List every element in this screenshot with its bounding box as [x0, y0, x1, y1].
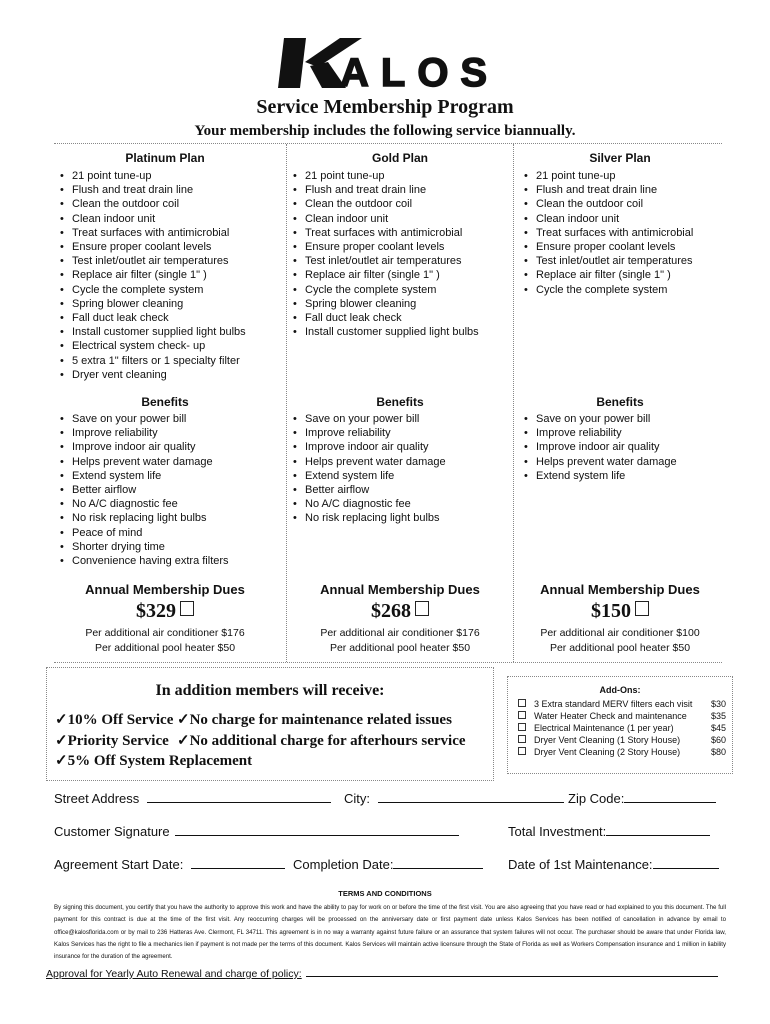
add-ons-box	[507, 676, 733, 774]
list-item: • Clean the outdoor coil	[60, 197, 246, 211]
list-item: • Ensure proper coolant levels	[524, 240, 693, 254]
list-item: • Improve indoor air quality	[293, 440, 446, 454]
page-title: Service Membership Program	[256, 96, 514, 118]
add-on-row[interactable]: Dryer Vent Cleaning (2 Story House) $80	[518, 747, 726, 757]
list-item: • Improve indoor air quality	[524, 440, 677, 454]
perk-item: ✓5% Off System Replacement	[55, 753, 253, 769]
dues-label: Annual Membership Dues	[85, 582, 245, 597]
list-item: • Treat surfaces with antimicrobial	[60, 226, 246, 240]
page-subtitle: Your membership includes the following service biannually.	[194, 123, 576, 139]
list-item: • Save on your power bill	[293, 412, 446, 426]
feature-list	[524, 169, 693, 297]
price	[287, 600, 513, 623]
auto-renewal-approval-field[interactable]: Approval for Yearly Auto Renewal and charge of policy:	[46, 965, 718, 980]
agreement-start-field[interactable]: Agreement Start Date:	[54, 857, 285, 872]
terms-title: TERMS AND CONDITIONS	[338, 889, 432, 898]
list-item: • Spring blower cleaning	[293, 297, 479, 311]
extra-pricing	[287, 626, 513, 656]
list-item: • Better airflow	[60, 483, 229, 497]
benefits-list	[524, 412, 677, 483]
list-item: • Improve reliability	[60, 426, 229, 440]
extra-pricing	[518, 626, 722, 656]
completion-date-line[interactable]	[393, 857, 483, 869]
price	[518, 600, 722, 623]
total-investment-line[interactable]	[606, 824, 710, 836]
first-maintenance-line[interactable]	[653, 857, 719, 869]
benefits-list	[293, 412, 446, 526]
feature-list	[60, 169, 246, 382]
list-item: • Flush and treat drain line	[524, 183, 693, 197]
feature-list	[293, 169, 479, 339]
list-item: • 21 point tune-up	[524, 169, 693, 183]
list-item: • Fall duct leak check	[293, 311, 479, 325]
list-item: • Electrical system check- up	[60, 339, 246, 353]
street-address-field[interactable]: Street Address	[54, 791, 331, 806]
list-item: • Improve reliability	[293, 426, 446, 440]
add-on-row[interactable]: Dryer Vent Cleaning (1 Story House) $60	[518, 735, 726, 745]
list-item: • Test inlet/outlet air temperatures	[524, 254, 693, 268]
list-item: • Test inlet/outlet air temperatures	[60, 254, 246, 268]
logo-wordmark: ALOS	[340, 51, 500, 94]
check-icon: ✓	[177, 733, 190, 749]
perk-item: ✓No additional charge for afterhours service	[177, 733, 466, 749]
list-item: • Ensure proper coolant levels	[60, 240, 246, 254]
benefits-heading: Benefits	[596, 395, 644, 409]
list-item: • Clean indoor unit	[293, 212, 479, 226]
price-value: $268	[371, 600, 411, 622]
list-item: • Test inlet/outlet air temperatures	[293, 254, 479, 268]
zip-code-field[interactable]: Zip Code:	[568, 791, 716, 806]
list-item: • Replace air filter (single 1" )	[60, 268, 246, 282]
benefits-heading: Benefits	[141, 395, 189, 409]
list-item: • 21 point tune-up	[60, 169, 246, 183]
list-item: • Improve reliability	[524, 426, 677, 440]
plan-name: Gold Plan	[371, 151, 428, 165]
extra-pricing	[54, 626, 276, 656]
list-item: • Spring blower cleaning	[60, 297, 246, 311]
zip-code-line[interactable]	[624, 791, 716, 803]
extra-ac-price: Per additional air conditioner $176	[85, 627, 245, 639]
dues-label: Annual Membership Dues	[320, 582, 480, 597]
list-item: • No A/C diagnostic fee	[293, 497, 446, 511]
list-item: • Clean indoor unit	[60, 212, 246, 226]
list-item: • Helps prevent water damage	[293, 455, 446, 469]
completion-date-field[interactable]: Completion Date:	[293, 857, 483, 872]
list-item: • Ensure proper coolant levels	[293, 240, 479, 254]
plan-column-platinum	[54, 144, 276, 662]
select-checkbox[interactable]	[415, 601, 429, 616]
customer-signature-line[interactable]	[175, 824, 459, 836]
extra-pool-price: Per additional pool heater $50	[329, 642, 471, 654]
add-on-checkbox[interactable]	[518, 711, 526, 719]
list-item: • Extend system life	[293, 469, 446, 483]
add-on-checkbox[interactable]	[518, 723, 526, 731]
list-item: • Extend system life	[60, 469, 229, 483]
add-ons-title: Add-Ons:	[599, 685, 641, 695]
extra-ac-price: Per additional air conditioner $100	[540, 627, 700, 639]
list-item: • Save on your power bill	[60, 412, 229, 426]
dues-label: Annual Membership Dues	[540, 582, 700, 597]
perk-item: ✓Priority Service	[55, 733, 169, 749]
add-on-checkbox[interactable]	[518, 747, 526, 755]
list-item: • Save on your power bill	[524, 412, 677, 426]
member-perks-box	[46, 667, 494, 781]
perks-title: In addition members will receive:	[155, 682, 385, 699]
list-item: • No A/C diagnostic fee	[60, 497, 229, 511]
plan-column-gold	[286, 144, 514, 662]
check-icon: ✓	[177, 712, 190, 728]
list-item: • 5 extra 1" filters or 1 specialty filter	[60, 354, 246, 368]
city-line[interactable]	[378, 791, 564, 803]
list-item: • Cycle the complete system	[60, 283, 246, 297]
extra-pool-price: Per additional pool heater $50	[94, 642, 236, 654]
list-item: • Replace air filter (single 1" )	[524, 268, 693, 282]
add-on-row[interactable]: Electrical Maintenance (1 per year) $45	[518, 723, 726, 733]
list-item: • Better airflow	[293, 483, 446, 497]
list-item: • Treat surfaces with antimicrobial	[524, 226, 693, 240]
list-item: • Install customer supplied light bulbs	[293, 325, 479, 339]
list-item: • Helps prevent water damage	[60, 455, 229, 469]
plan-column-silver	[518, 144, 722, 662]
list-item: • Clean indoor unit	[524, 212, 693, 226]
total-investment-field[interactable]: Total Investment:	[508, 824, 710, 839]
select-checkbox[interactable]	[180, 601, 194, 616]
check-icon: ✓	[55, 753, 68, 769]
benefits-list	[60, 412, 229, 568]
plan-name: Silver Plan	[589, 151, 651, 165]
plans-table	[54, 143, 722, 663]
plan-name: Platinum Plan	[125, 151, 205, 165]
list-item: • Cycle the complete system	[293, 283, 479, 297]
list-item: • Extend system life	[524, 469, 677, 483]
list-item: • Install customer supplied light bulbs	[60, 325, 246, 339]
perk-item: ✓No charge for maintenance related issues	[177, 712, 452, 728]
add-on-row[interactable]: Water Heater Check and maintenance $35	[518, 711, 726, 721]
list-item: • 21 point tune-up	[293, 169, 479, 183]
list-item: • Cycle the complete system	[524, 283, 693, 297]
price	[54, 600, 276, 623]
list-item: • Clean the outdoor coil	[524, 197, 693, 211]
check-icon: ✓	[55, 733, 68, 749]
terms-body: By signing this document, you certify that you have the authority to approve this work and have the ability to pay for work on or before the time of the first visit. You are also agreeing that you have read or had explained to you this document. The full payment for this contract is due at the time of the first visit. Any reoccurring charges will be processed on the anniversary date or first payment date unless Kalos Services has been notified of cancellation in advance by email to office@kalosflorida.com or by mail to 236 Hatteras Ave. Clermont, FL 34711. This agreement is in no way a warranty against future failure or an assurance that system failures will not occur. The purchaser should be aware that under Florida law, Kalos Services has the right to file a mechanics lien if payment is not made per the terms of this document. Kalos Services will maintain active licensure through the State of Florida as well as Workers Compensation insurance and 1 million in liability insurance for the duration of the agreement.	[54, 904, 726, 961]
price-value: $329	[136, 600, 176, 622]
auto-renewal-approval-line[interactable]	[306, 965, 718, 977]
first-maintenance-field[interactable]: Date of 1st Maintenance:	[508, 857, 719, 872]
customer-signature-field[interactable]: Customer Signature	[54, 824, 459, 839]
add-on-checkbox[interactable]	[518, 735, 526, 743]
city-field[interactable]: City:	[344, 791, 564, 806]
price-value: $150	[591, 600, 631, 622]
list-item: • Improve indoor air quality	[60, 440, 229, 454]
extra-pool-price: Per additional pool heater $50	[549, 642, 691, 654]
list-item: • No risk replacing light bulbs	[293, 511, 446, 525]
list-item: • Shorter drying time	[60, 540, 229, 554]
list-item: • Replace air filter (single 1" )	[293, 268, 479, 282]
list-item: • Flush and treat drain line	[60, 183, 246, 197]
add-on-checkbox[interactable]	[518, 699, 526, 707]
street-address-line[interactable]	[147, 791, 331, 803]
list-item: • Helps prevent water damage	[524, 455, 677, 469]
benefits-heading: Benefits	[376, 395, 424, 409]
extra-ac-price: Per additional air conditioner $176	[320, 627, 480, 639]
list-item: • Flush and treat drain line	[293, 183, 479, 197]
list-item: • Peace of mind	[60, 526, 229, 540]
agreement-start-line[interactable]	[191, 857, 285, 869]
list-item: • Dryer vent cleaning	[60, 368, 246, 382]
check-icon: ✓	[55, 712, 68, 728]
kalos-logo	[0, 32, 770, 94]
list-item: • Fall duct leak check	[60, 311, 246, 325]
list-item: • No risk replacing light bulbs	[60, 511, 229, 525]
select-checkbox[interactable]	[635, 601, 649, 616]
list-item: • Treat surfaces with antimicrobial	[293, 226, 479, 240]
list-item: • Convenience having extra filters	[60, 554, 229, 568]
perk-item: ✓10% Off Service	[55, 712, 174, 728]
add-on-row[interactable]: 3 Extra standard MERV filters each visit $30	[518, 699, 726, 709]
list-item: • Clean the outdoor coil	[293, 197, 479, 211]
